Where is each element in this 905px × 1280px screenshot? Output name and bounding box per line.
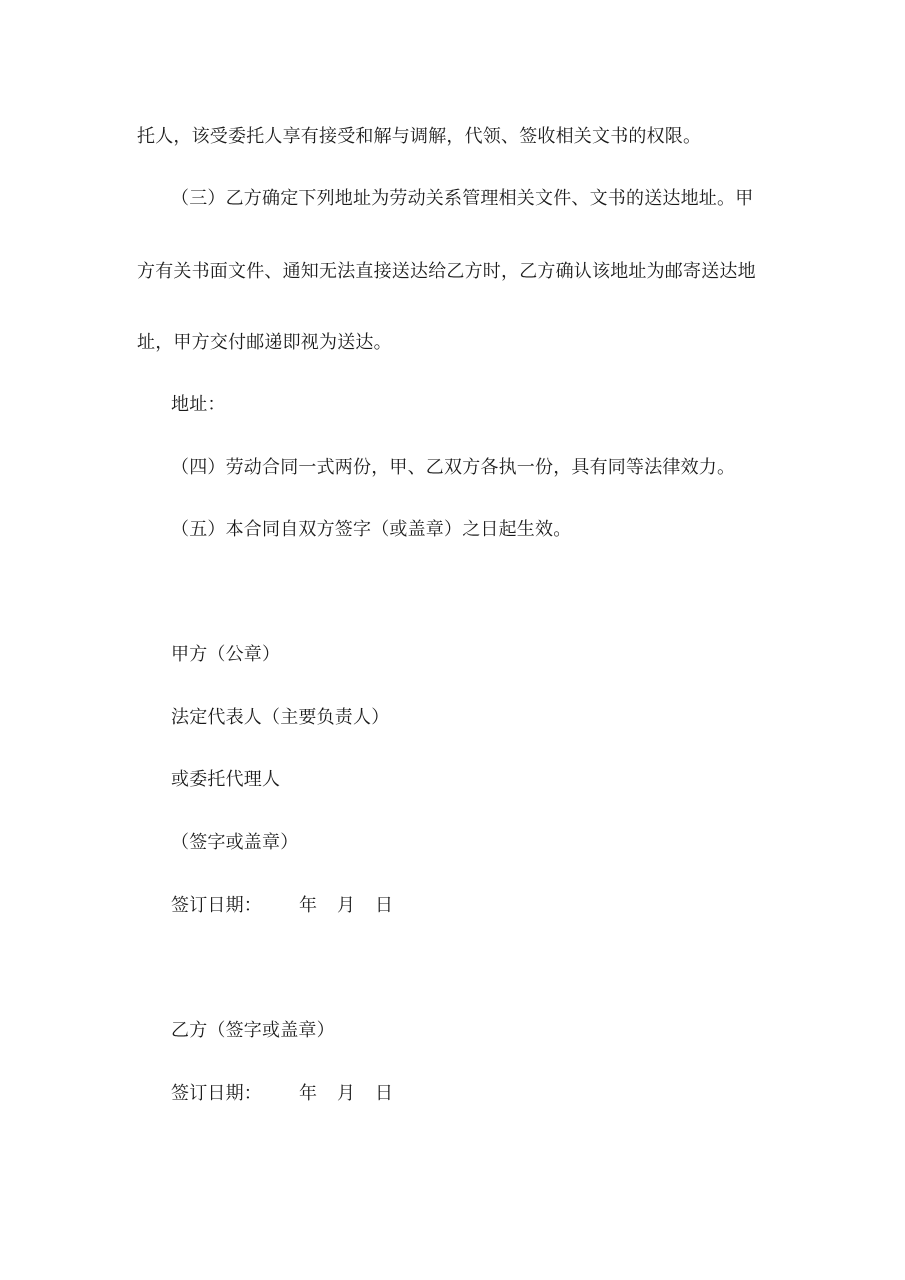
party-b-date-year: 年 bbox=[299, 1083, 318, 1104]
clause-five: （五）本合同自双方签字（或盖章）之日起生效。 bbox=[171, 519, 572, 540]
party-a-agent: 或委托代理人 bbox=[171, 769, 281, 790]
clause-three-line-3: 址，甲方交付邮递即视为送达。 bbox=[137, 332, 392, 353]
address-label: 地址： bbox=[171, 394, 226, 415]
party-a-date-day: 日 bbox=[375, 895, 394, 916]
paragraph-authority-continued: 托人，该受委托人享有接受和解与调解，代领、签收相关文书的权限。 bbox=[137, 126, 702, 147]
party-b-date-day: 日 bbox=[375, 1083, 394, 1104]
party-b-sign-date bbox=[171, 1082, 413, 1106]
party-a-representative: 法定代表人（主要负责人） bbox=[171, 707, 390, 728]
party-a-seal: 甲方（公章） bbox=[171, 644, 281, 665]
party-b-date-label: 签订日期： bbox=[171, 1083, 262, 1104]
clause-three-line-2: 方有关书面文件、通知无法直接送达给乙方时，乙方确认该地址为邮寄送达地 bbox=[137, 261, 756, 282]
clause-four: （四）劳动合同一式两份，甲、乙双方各执一份，具有同等法律效力。 bbox=[171, 457, 736, 478]
party-b-date-month: 月 bbox=[337, 1083, 356, 1104]
party-a-sign: （签字或盖章） bbox=[171, 832, 299, 853]
party-b-sign: 乙方（签字或盖章） bbox=[171, 1020, 335, 1041]
clause-three-line-1: （三）乙方确定下列地址为劳动关系管理相关文件、文书的送达地址。甲 bbox=[171, 188, 754, 209]
party-a-date-label: 签订日期： bbox=[171, 895, 262, 916]
party-a-date-year: 年 bbox=[299, 895, 318, 916]
party-a-sign-date bbox=[171, 894, 413, 918]
party-a-date-month: 月 bbox=[337, 895, 356, 916]
